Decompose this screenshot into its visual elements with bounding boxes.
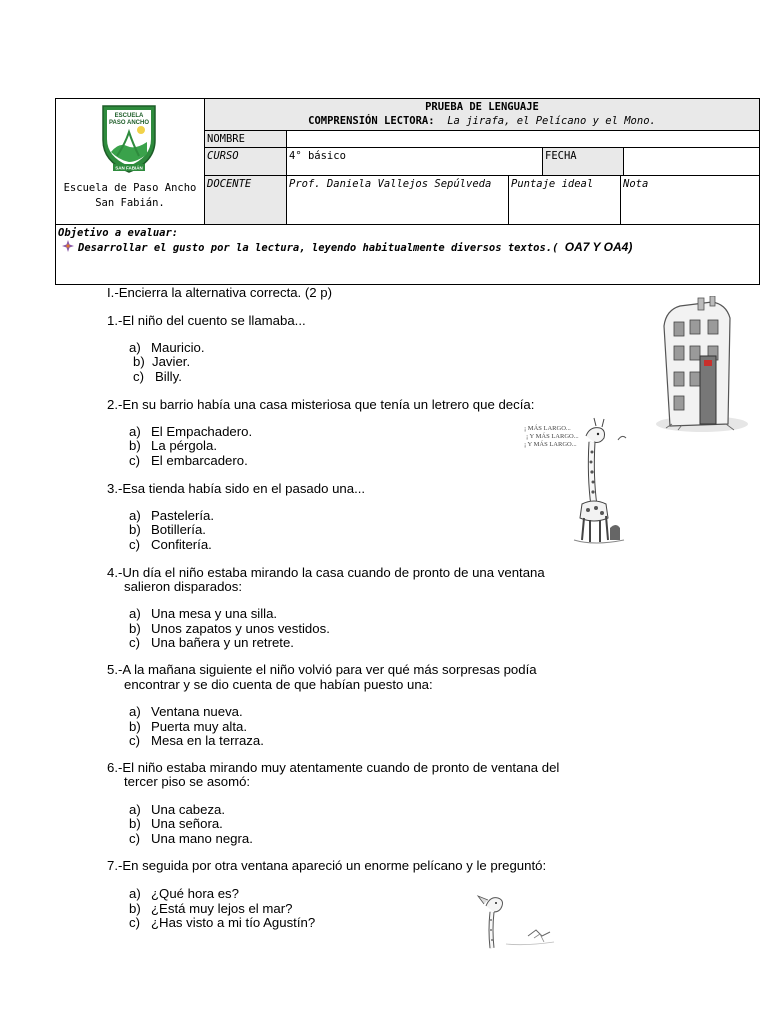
q7-option-c[interactable]: c) ¿Has visto a mi tío Agustín?: [129, 915, 316, 930]
q3-option-b[interactable]: b) Botillería.: [129, 522, 206, 537]
q1-option-c[interactable]: c) Billy.: [133, 369, 182, 384]
section-title: I.-Encierra la alternativa correcta. (2 p): [107, 285, 333, 300]
q3-option-a[interactable]: a) Pastelería.: [129, 508, 215, 523]
nombre-label: NOMBRE: [204, 130, 286, 147]
objetivo-item: [58, 240, 757, 254]
puntaje-label: Puntaje ideal: [508, 175, 620, 224]
question-3: 3.-Esa tienda había sido en el pasado una...: [107, 481, 366, 496]
objetivo-codes: OA7 Y OA4): [564, 240, 633, 254]
school-logo: [99, 102, 159, 174]
q2-option-b[interactable]: b) La pérgola.: [129, 438, 217, 453]
logo-main-text: PASO ANCHO: [108, 120, 150, 126]
question-5-cont: encontrar y se dio cuenta de que habían puesto una:: [124, 677, 433, 692]
giraffe-caption: ¡ MÁS LARGO... ¡ Y MÁS LARGO... ¡ Y MÁS LARGO...: [524, 425, 579, 448]
q5-option-a[interactable]: a) Ventana nueva.: [129, 704, 243, 719]
question-5: 5.-A la mañana siguiente el niño volvió para ver qué más sorpresas podía: [107, 662, 537, 677]
question-1: 1.-El niño del cuento se llamaba...: [107, 313, 306, 328]
q4-option-b[interactable]: b) Unos zapatos y unos vestidos.: [129, 621, 330, 636]
q7-option-a[interactable]: a) ¿Qué hora es?: [129, 886, 239, 901]
house-illustration: [642, 296, 750, 436]
question-6: 6.-El niño estaba mirando muy atentamente cuando de pronto de ventana del: [107, 760, 560, 775]
q5-option-b[interactable]: b) Puerta muy alta.: [129, 719, 248, 734]
q1-option-b[interactable]: b) Javier.: [133, 354, 191, 369]
q4-option-a[interactable]: a) Una mesa y una silla.: [129, 606, 278, 621]
q4-option-c[interactable]: c) Una bañera y un retrete.: [129, 635, 294, 650]
nombre-field[interactable]: [286, 130, 759, 147]
header-table: [55, 98, 760, 285]
q1-option-a[interactable]: a) Mauricio.: [129, 340, 205, 355]
fecha-label: FECHA: [542, 147, 623, 175]
q2-option-a[interactable]: a) El Empachadero.: [129, 424, 253, 439]
question-6-cont: tercer piso se asomó:: [124, 774, 251, 789]
school-name: Escuela de Paso Ancho: [63, 182, 197, 194]
bullet-star-icon: [62, 240, 74, 252]
nota-label: Nota: [620, 175, 759, 224]
docente-value: Prof. Daniela Vallejos Sepúlveda: [286, 175, 508, 224]
question-2: 2.-En su barrio había una casa misteriosa que tenía un letrero que decía:: [107, 397, 535, 412]
logo-bottom-text: SAN FABIÁN: [115, 165, 143, 171]
q2-option-c[interactable]: c) El embarcadero.: [129, 453, 248, 468]
question-7: 7.-En seguida por otra ventana apareció un enorme pelícano y le preguntó:: [107, 858, 547, 873]
logo-top-text: ESCUELA: [114, 113, 144, 119]
q3-option-c[interactable]: c) Confitería.: [129, 537, 212, 552]
docente-label: DOCENTE: [204, 175, 286, 224]
q6-option-a[interactable]: a) Una cabeza.: [129, 802, 226, 817]
fecha-field[interactable]: [623, 147, 759, 175]
test-subtitle: [205, 114, 759, 128]
test-title: PRUEBA DE LENGUAJE: [425, 101, 539, 113]
q6-option-c[interactable]: c) Una mano negra.: [129, 831, 253, 846]
objetivo-cell: [56, 224, 759, 284]
subtitle-value: La jirafa, el Pelícano y el Mono.: [447, 115, 656, 127]
giraffe-illustration: [560, 416, 628, 548]
school-city: San Fabián.: [95, 197, 165, 209]
subtitle-label: COMPRENSIÓN LECTORA:: [308, 115, 435, 127]
school-cell: [56, 99, 204, 224]
objetivo-label: Objetivo a evaluar:: [58, 227, 179, 239]
question-4: 4.-Un día el niño estaba mirando la casa cuando de pronto de una ventana: [107, 565, 545, 580]
curso-label: CURSO: [204, 147, 286, 175]
objetivo-text: Desarrollar el gusto por la lectura, leyendo habitualmente diversos textos.(: [78, 242, 559, 254]
title-cell: [204, 99, 759, 130]
q7-option-b[interactable]: b) ¿Está muy lejos el mar?: [129, 901, 293, 916]
question-4-cont: salieron disparados:: [124, 579, 243, 594]
pelican-giraffe-illustration: [466, 886, 558, 950]
curso-value: 4° básico: [286, 147, 542, 175]
q5-option-c[interactable]: c) Mesa en la terraza.: [129, 733, 264, 748]
q6-option-b[interactable]: b) Una señora.: [129, 816, 223, 831]
